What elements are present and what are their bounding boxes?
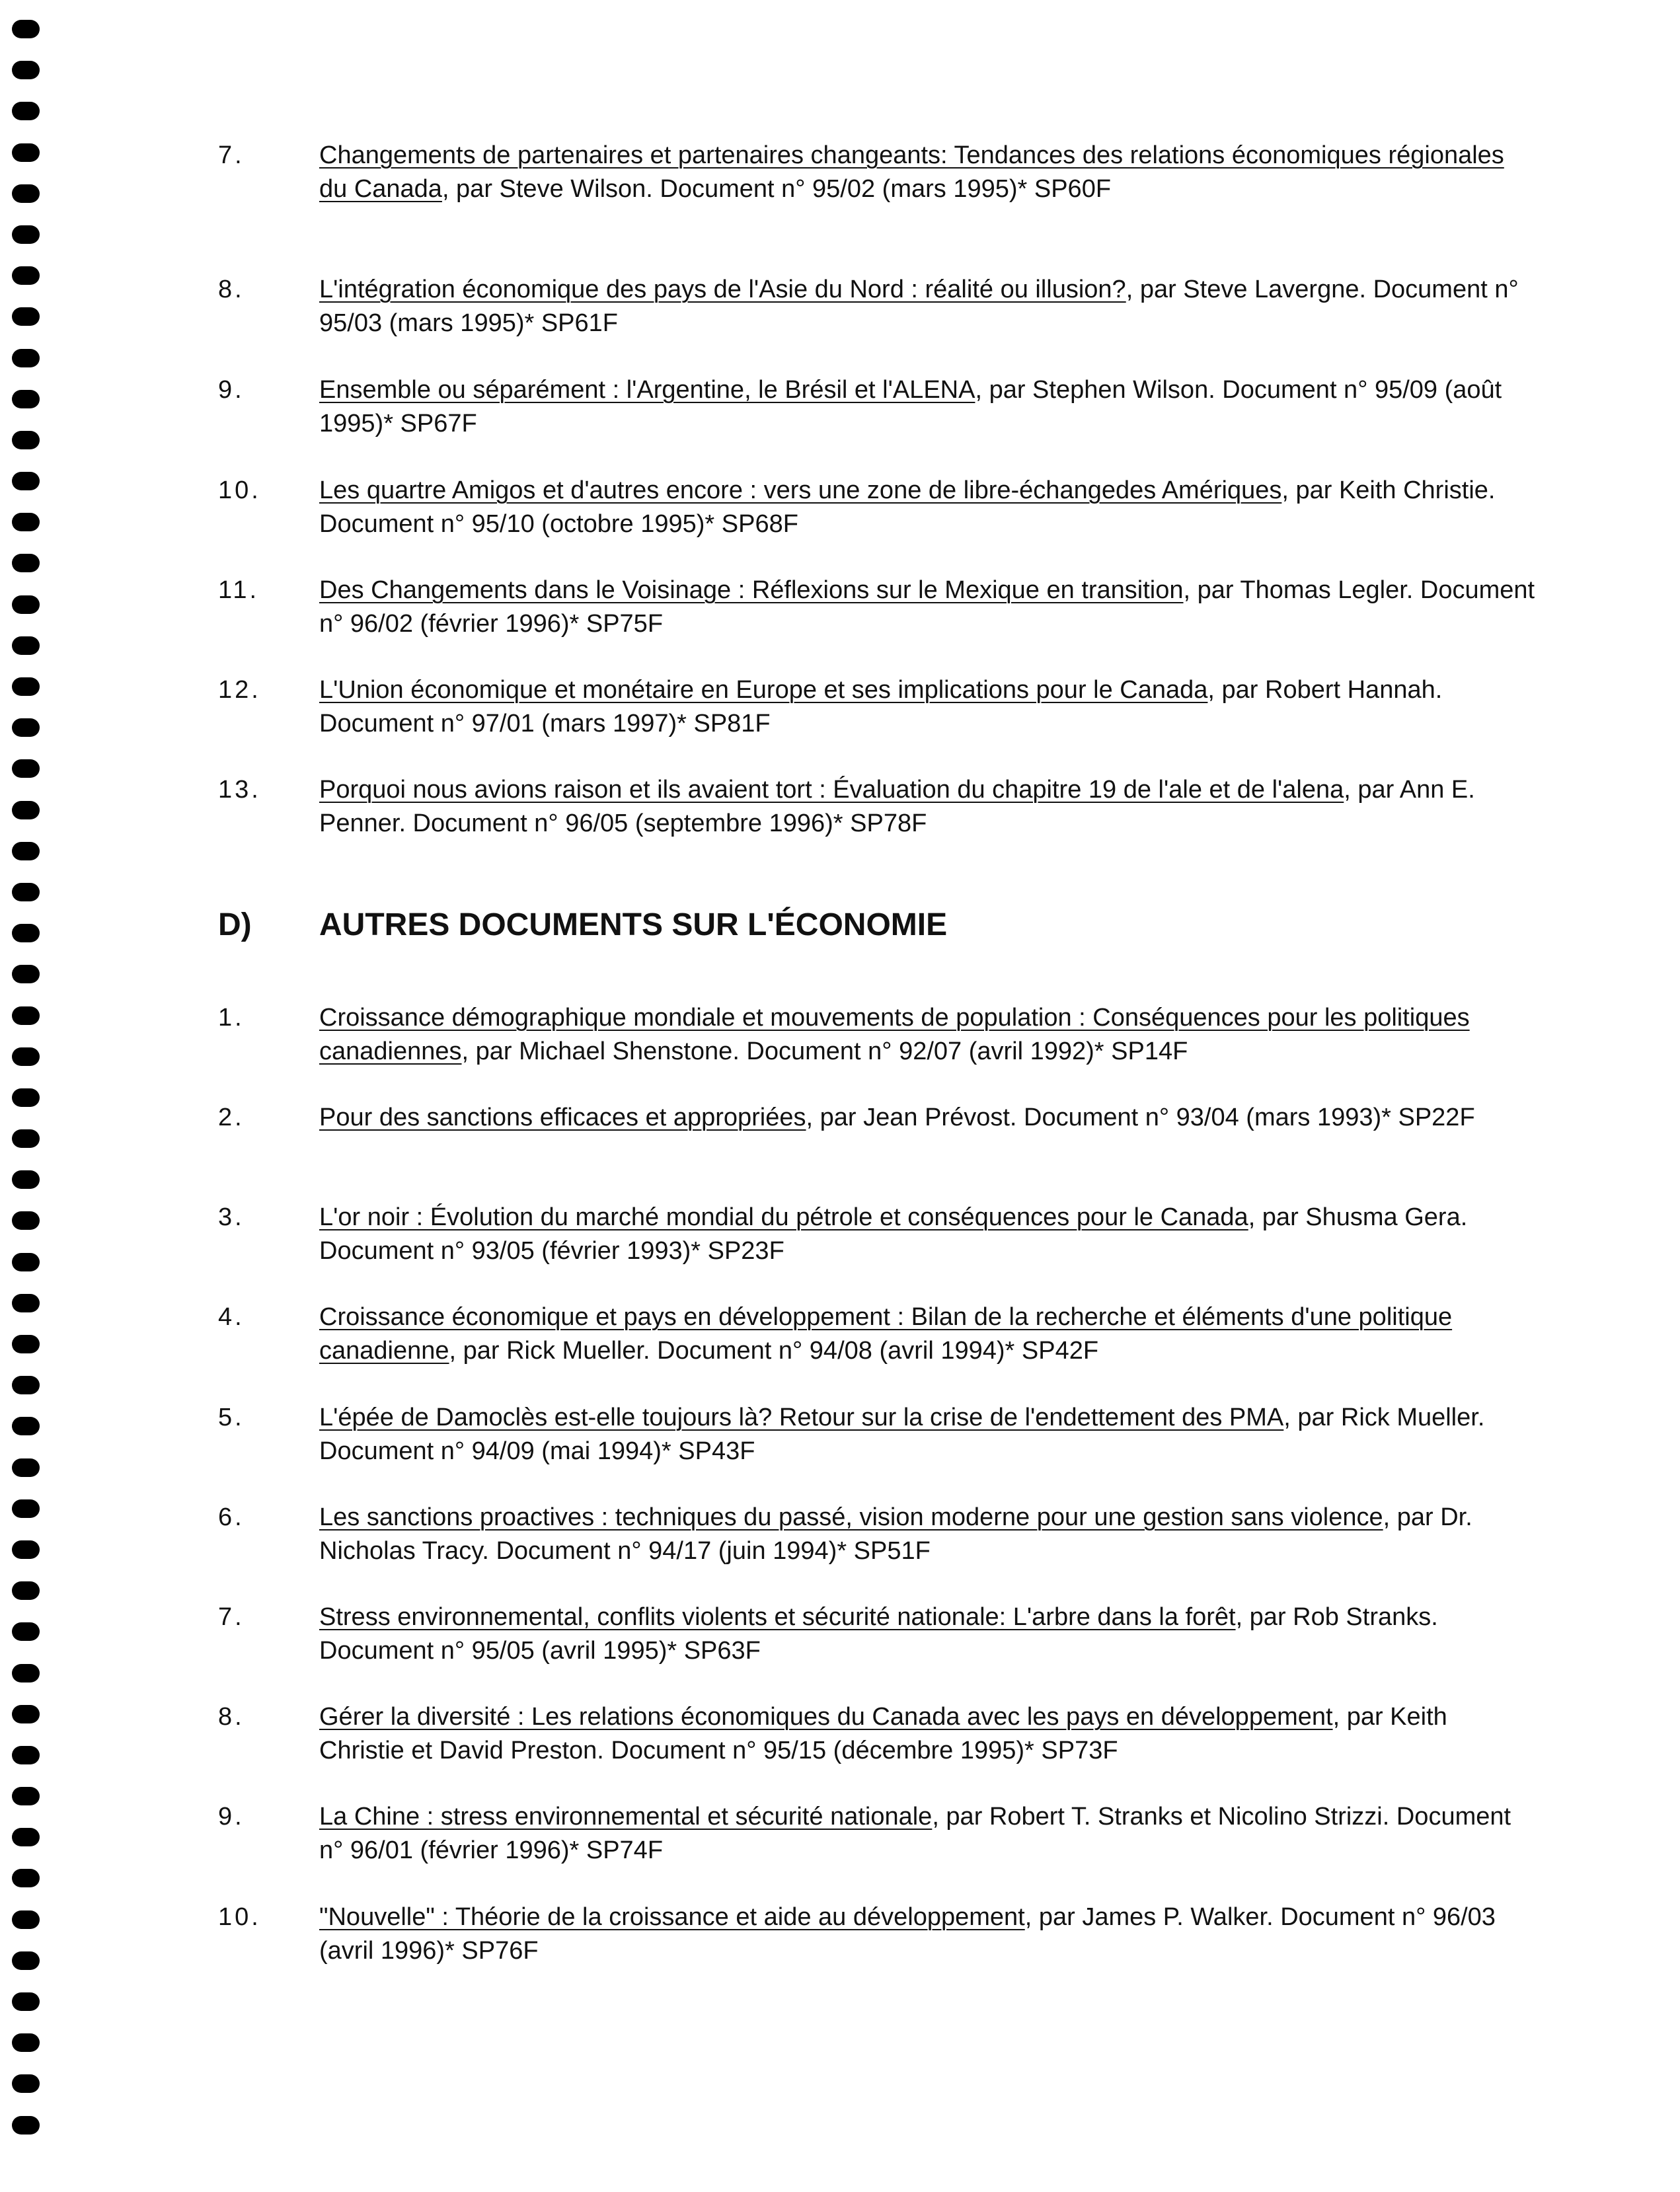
item-text: [319, 273, 1535, 340]
binding-hole: [12, 1705, 40, 1723]
binding-hole: [12, 1047, 40, 1066]
item-details: , par Steve Wilson. Document n° 95/02 (mars 1995)* SP60F: [441, 175, 1112, 203]
item-number: 9.: [218, 376, 245, 404]
item-title: La Chine : stress environnemental et sécurité nationale: [319, 1803, 933, 1831]
item-text: [319, 1700, 1535, 1768]
item-title: Pour des sanctions efficaces et appropriées: [319, 1104, 806, 1131]
item-details: , par Rick Mueller. Document n° 94/09 (mai 1994)* SP43F: [319, 1404, 1485, 1465]
binding-hole: [12, 2116, 40, 2135]
binding-hole: [12, 1376, 40, 1394]
item-text: [319, 139, 1535, 206]
binding-hole: [12, 759, 40, 778]
item-details: , par Michael Shenstone. Document n° 92/07 (avril 1992)* SP14F: [461, 1038, 1188, 1065]
item-number: 9.: [218, 1803, 245, 1831]
item-title: Gérer la diversité : Les relations économiques du Canada avec les pays en développement: [319, 1703, 1333, 1731]
binding-hole: [12, 390, 40, 408]
item-details: , par Jean Prévost. Document n° 93/04 (mars 1993)* SP22F: [806, 1104, 1475, 1131]
item-details: , par Keith Christie. Document n° 95/10 (octobre 1995)* SP68F: [319, 476, 1496, 538]
binding-hole: [12, 1211, 40, 1230]
binding-hole: [12, 595, 40, 614]
binding-hole: [12, 61, 40, 79]
item-number: 13.: [218, 776, 261, 804]
item-title: Croissance économique et pays en développement : Bilan de la recherche et éléments d'une politique canadienne: [319, 1303, 1453, 1365]
item-title: Porquoi nous avions raison et ils avaient tort : Évaluation du chapitre 19 de l'ale et de l'alena: [319, 776, 1344, 804]
binding-hole: [12, 225, 40, 244]
binding-hole: [12, 1540, 40, 1559]
binding-hole: [12, 1417, 40, 1435]
binding-hole: [12, 1253, 40, 1271]
item-number: 8.: [218, 1703, 245, 1731]
binding-hole: [12, 965, 40, 983]
item-details: , par Rick Mueller. Document n° 94/08 (avril 1994)* SP42F: [449, 1337, 1099, 1365]
binding-hole: [12, 1088, 40, 1107]
section-heading: AUTRES DOCUMENTS SUR L'ÉCONOMIE: [319, 907, 948, 942]
binding-hole: [12, 842, 40, 860]
binding-hole: [12, 801, 40, 819]
binding-hole: [12, 143, 40, 162]
binding-hole: [12, 102, 40, 120]
binding-hole: [12, 1746, 40, 1764]
item-text: [319, 373, 1535, 441]
binding-hole: [12, 1787, 40, 1805]
item-number: 12.: [218, 676, 261, 704]
binding-hole: [12, 472, 40, 490]
item-title: L'épée de Damoclès est-elle toujours là? Retour sur la crise de l'endettement des PMA: [319, 1404, 1284, 1431]
item-number: 8.: [218, 276, 245, 303]
binding-hole: [12, 554, 40, 572]
item-details: , par Stephen Wilson. Document n° 95/09 (août 1995)* SP67F: [319, 376, 1502, 437]
binding-hole: [12, 184, 40, 203]
item-title: Ensemble ou séparément : l'Argentine, le Brésil et l'ALENA: [319, 376, 975, 404]
binding-hole: [12, 924, 40, 942]
item-details: , par Keith Christie et David Preston. Document n° 95/15 (décembre 1995)* SP73F: [319, 1703, 1447, 1764]
binding-hole: [12, 883, 40, 901]
item-text: [319, 474, 1535, 541]
item-number: 10.: [218, 1903, 261, 1931]
binding-hole: [12, 20, 40, 38]
item-text: [319, 1601, 1535, 1668]
binding-hole: [12, 431, 40, 449]
binding-hole: [12, 2033, 40, 2052]
item-details: , par Dr. Nicholas Tracy. Document n° 94/17 (juin 1994)* SP51F: [319, 1503, 1472, 1565]
binding-hole: [12, 636, 40, 655]
item-title: Les quartre Amigos et d'autres encore : vers une zone de libre-échangedes Amériques: [319, 476, 1282, 504]
binding-hole: [12, 1006, 40, 1025]
item-number: 3.: [218, 1203, 245, 1231]
binding-hole: [12, 1622, 40, 1641]
binding-hole: [12, 349, 40, 367]
binding-hole: [12, 1951, 40, 1970]
item-text: [319, 1401, 1535, 1468]
binding-hole: [12, 1129, 40, 1148]
item-text: [319, 1201, 1535, 1268]
item-text: [319, 1001, 1535, 1069]
binding-hole: [12, 677, 40, 696]
binding-hole: [12, 307, 40, 326]
binding-hole: [12, 1828, 40, 1846]
item-number: 4.: [218, 1303, 245, 1331]
item-title: L'intégration économique des pays de l'Asie du Nord : réalité ou illusion?: [319, 276, 1126, 303]
item-title: L'Union économique et monétaire en Europe et ses implications pour le Canada: [319, 676, 1208, 704]
binding-hole: [12, 1458, 40, 1477]
item-number: 10.: [218, 476, 261, 504]
item-number: 6.: [218, 1503, 245, 1531]
binding-hole: [12, 513, 40, 531]
item-text: [319, 1501, 1535, 1568]
item-text: [319, 1301, 1535, 1368]
item-text: [319, 1901, 1535, 1968]
item-details: , par Steve Lavergne. Document n° 95/03 (mars 1995)* SP61F: [319, 276, 1519, 337]
binding-hole: [12, 266, 40, 285]
item-title: Stress environnemental, conflits violents et sécurité nationale: L'arbre dans la forêt: [319, 1603, 1236, 1631]
binding-hole: [12, 1992, 40, 2011]
binding-hole: [12, 2074, 40, 2093]
section-letter: D): [218, 907, 252, 942]
binding-hole: [12, 1170, 40, 1189]
item-details: , par Robert Hannah. Document n° 97/01 (mars 1997)* SP81F: [319, 676, 1443, 737]
binding-hole: [12, 1499, 40, 1518]
item-details: , par James P. Walker. Document n° 96/03 (avril 1996)* SP76F: [319, 1903, 1496, 1965]
binding-hole: [12, 1581, 40, 1600]
binding-hole: [12, 1869, 40, 1887]
binding-hole: [12, 1910, 40, 1929]
item-details: , par Rob Stranks. Document n° 95/05 (avril 1995)* SP63F: [319, 1603, 1438, 1665]
item-text: [319, 1101, 1535, 1135]
item-title: Changements de partenaires et partenaires changeants: Tendances des relations économiques régionales du Canada: [319, 141, 1504, 203]
item-title: Les sanctions proactives : techniques du passé, vision moderne pour une gestion sans violence: [319, 1503, 1383, 1531]
item-number: 2.: [218, 1104, 245, 1131]
binding-hole: [12, 1335, 40, 1353]
item-details: , par Shusma Gera. Document n° 93/05 (février 1993)* SP23F: [319, 1203, 1468, 1265]
item-number: 7.: [218, 1603, 245, 1631]
binding-hole: [12, 1294, 40, 1312]
binding-holes: [12, 20, 52, 2157]
item-text: [319, 673, 1535, 741]
item-title: Croissance démographique mondiale et mouvements de population : Conséquences pour les politiques canadiennes: [319, 1004, 1470, 1065]
item-title: "Nouvelle" : Théorie de la croissance et aide au développement: [319, 1903, 1025, 1931]
item-text: [319, 1800, 1535, 1868]
item-details: , par Thomas Legler. Document n° 96/02 (février 1996)* SP75F: [319, 576, 1535, 638]
item-number: 5.: [218, 1404, 245, 1431]
item-title: Des Changements dans le Voisinage : Réflexions sur le Mexique en transition: [319, 576, 1184, 604]
binding-hole: [12, 718, 40, 737]
item-number: 7.: [218, 141, 245, 169]
item-number: 11.: [218, 576, 260, 604]
item-number: 1.: [218, 1004, 245, 1032]
item-title: L'or noir : Évolution du marché mondial du pétrole et conséquences pour le Canada: [319, 1203, 1248, 1231]
item-details: , par Robert T. Stranks et Nicolino Strizzi. Document n° 96/01 (février 1996)* SP74F: [319, 1803, 1511, 1864]
item-details: , par Ann E. Penner. Document n° 96/05 (septembre 1996)* SP78F: [319, 776, 1475, 837]
item-text: [319, 773, 1535, 841]
binding-hole: [12, 1664, 40, 1682]
item-text: [319, 574, 1535, 641]
